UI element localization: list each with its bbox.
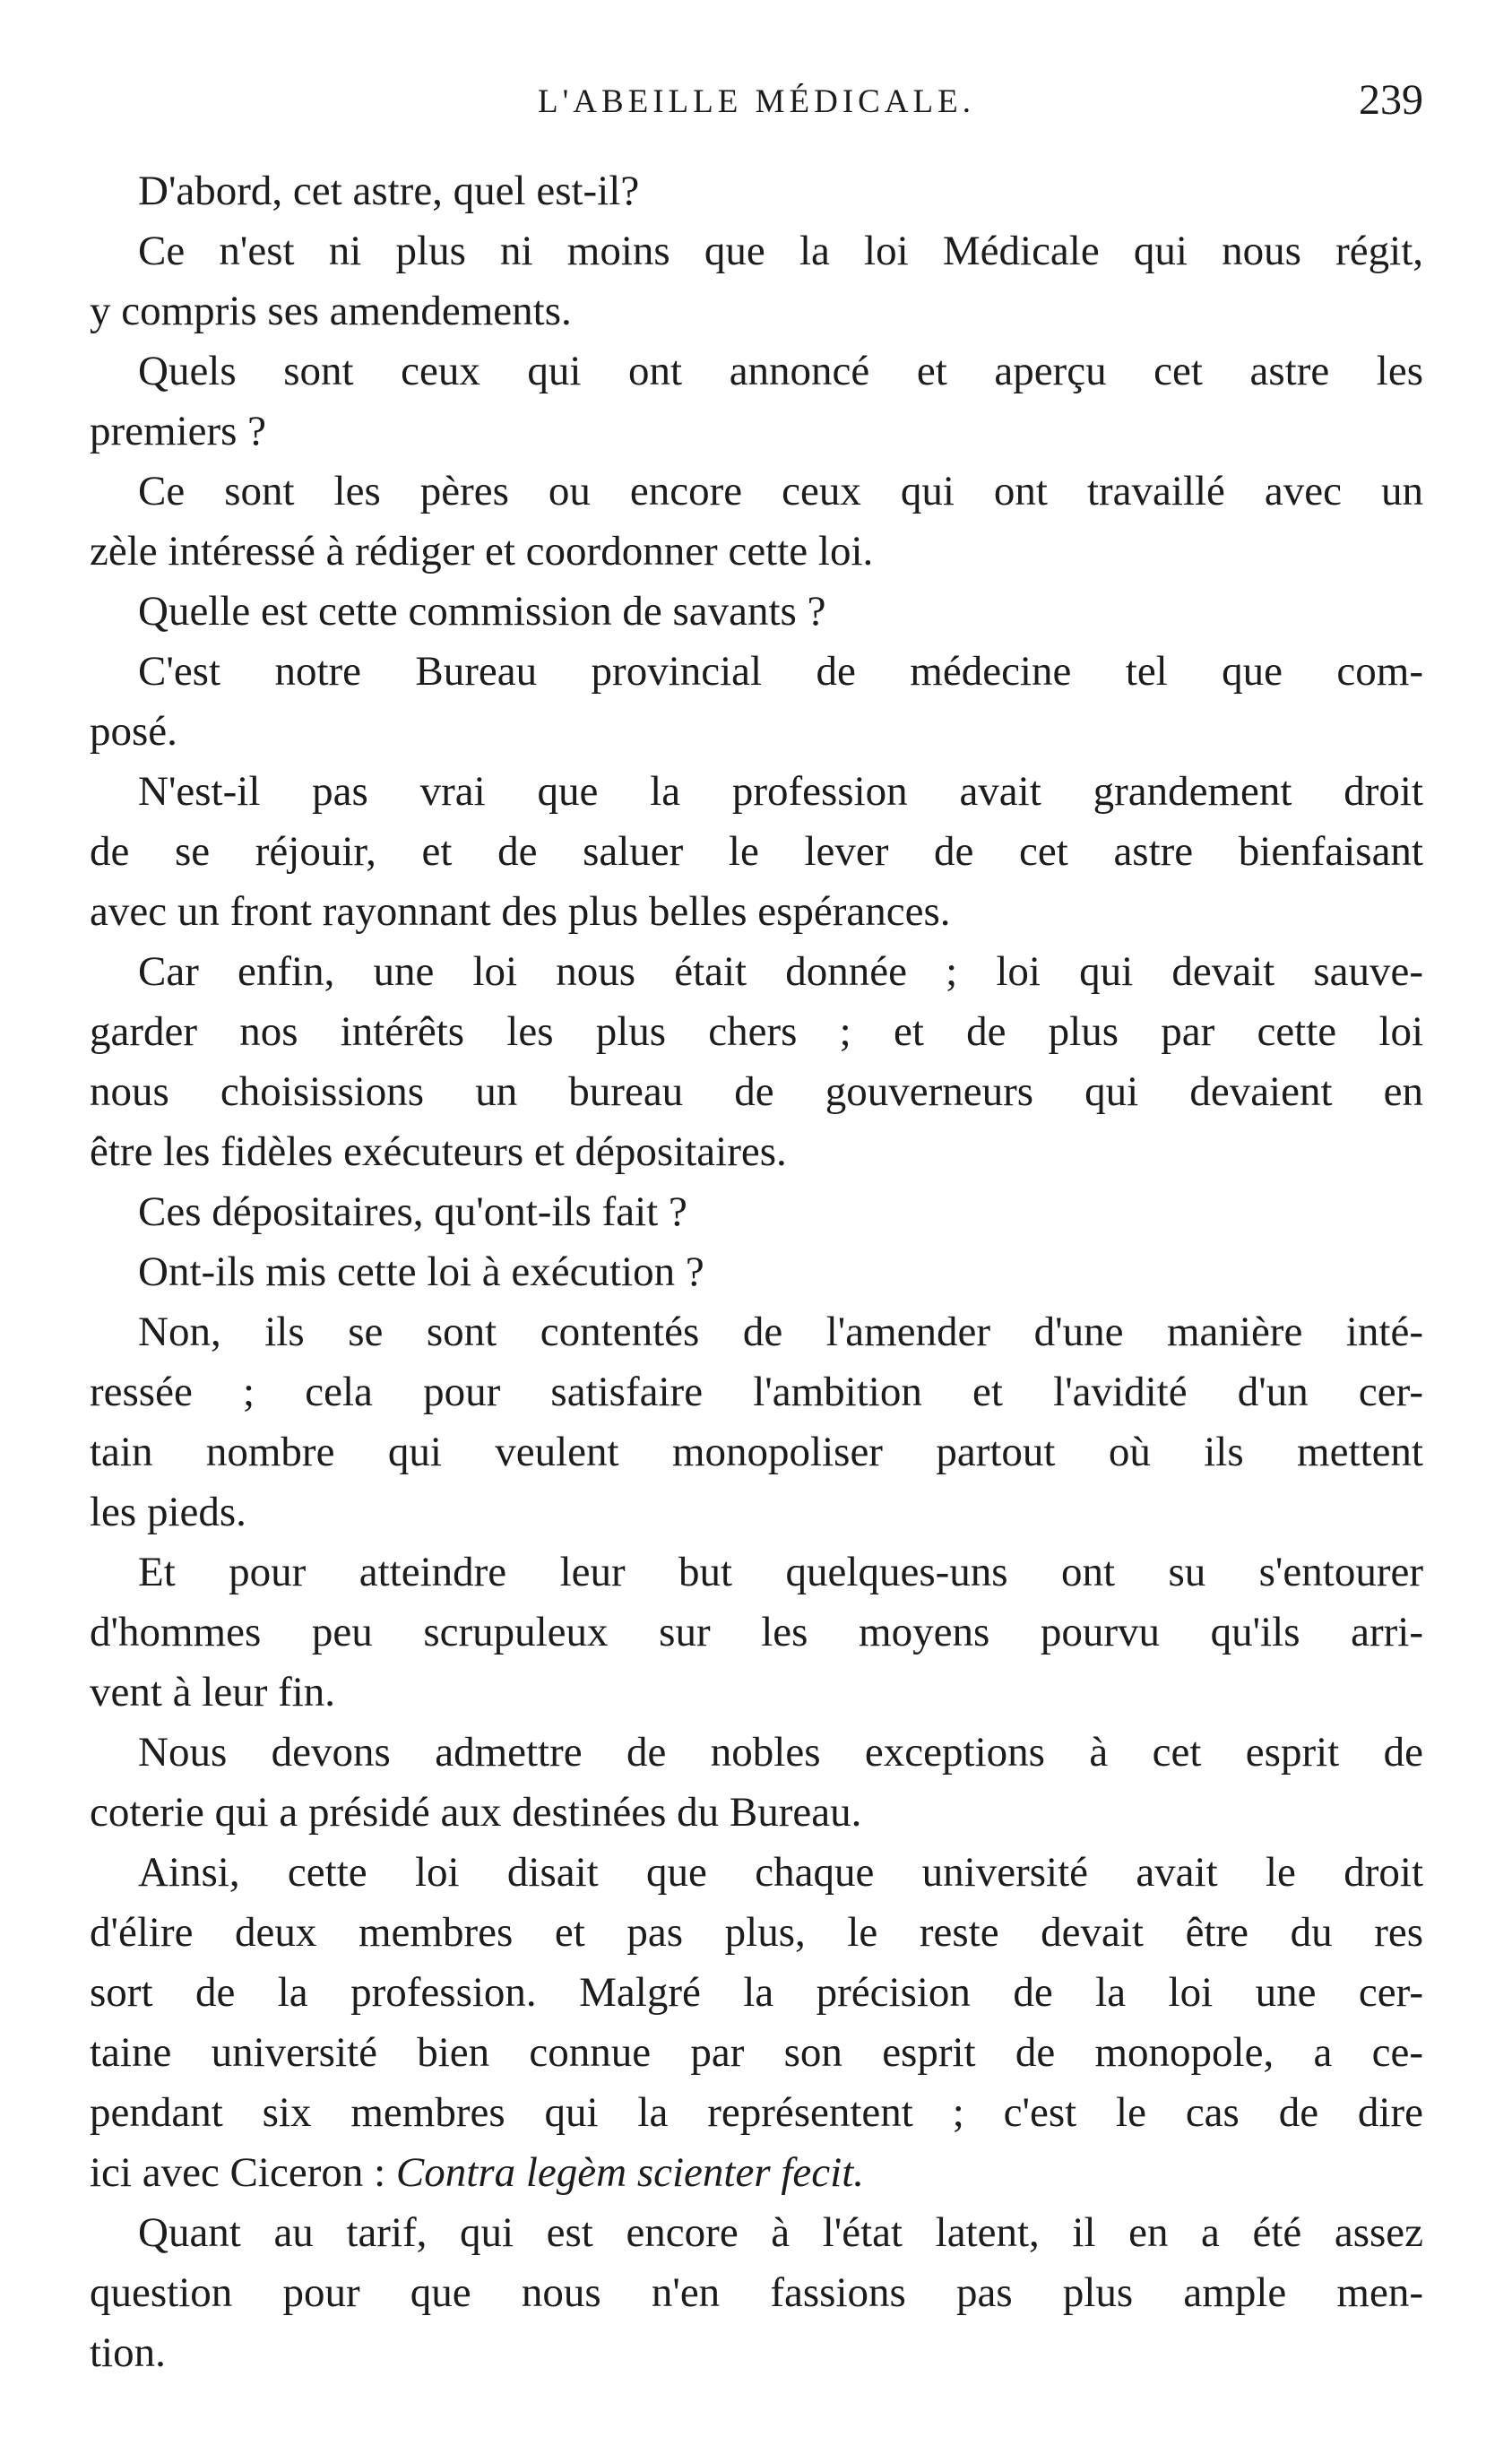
body-text [90,161,1423,2383]
line-text: Non, ils se sont contentés de l'amender d'une manière inté- [138,1309,1423,1355]
text-line [90,2203,1423,2263]
text-line [90,2083,1423,2143]
text-line [90,762,1423,822]
line-text: sort de la profession. Malgré la précision de la loi une cer- [90,1969,1423,2016]
text-line [90,1362,1423,1422]
line-text: N'est-il pas vrai que la profession avait grandement droit [138,768,1423,815]
text-line [90,702,1423,762]
line-text: premiers ? [90,408,267,454]
line-text: y compris ses amendements. [90,288,572,334]
line-text: Ainsi, cette loi disait que chaque université avait le droit [138,1849,1423,1896]
line-text: D'abord, cet astre, quel est-il? [138,168,640,214]
line-text: être les fidèles exécuteurs et dépositaires. [90,1128,787,1175]
line-text: tain nombre qui veulent monopoliser partout où ils mettent [90,1429,1423,1475]
line-text: nous choisissions un bureau de gouverneurs qui devaient en [90,1068,1423,1115]
line-text: Quelle est cette commission de savants ? [138,588,826,635]
line-text: posé. [90,708,177,755]
line-text: Nous devons admettre de nobles exceptions à cet esprit de [138,1729,1423,1776]
text-line [90,2023,1423,2083]
text-line [90,1062,1423,1122]
line-text: question pour que nous n'en fassions pas plus ample men- [90,2269,1423,2316]
text-line [90,1182,1423,1242]
line-text: Ces dépositaires, qu'ont-ils fait ? [138,1188,687,1235]
line-text: tion. [90,2329,166,2376]
text-line [90,1783,1423,1843]
page-number: 239 [1359,76,1423,124]
line-text: C'est notre Bureau provincial de médecine tel que com- [138,648,1423,695]
text-line [90,462,1423,522]
line-text: Quant au tarif, qui est encore à l'état latent, il en a été assez [138,2209,1423,2256]
line-text: Et pour atteindre leur but quelques-uns ont su s'entourer [138,1549,1423,1595]
text-line [90,942,1423,1002]
text-line [90,1603,1423,1663]
text-line [90,1663,1423,1723]
text-line [90,161,1423,221]
text-line [90,1422,1423,1482]
line-text: d'élire deux membres et pas plus, le reste devait être du res [90,1909,1423,1956]
text-line [90,2323,1423,2383]
text-line [90,221,1423,281]
text-line [90,822,1423,882]
line-text: taine université bien connue par son esprit de monopole, a ce- [90,2029,1423,2076]
text-line [90,402,1423,462]
text-line [90,882,1423,942]
text-line [90,1002,1423,1062]
line-text: d'hommes peu scrupuleux sur les moyens pourvu qu'ils arri- [90,1609,1423,1655]
text-line [90,341,1423,402]
line-text: avec un front rayonnant des plus belles espérances. [90,888,951,935]
line-text: zèle intéressé à rédiger et coordonner cette loi. [90,528,874,575]
line-text: garder nos intérêts les plus chers ; et de plus par cette loi [90,1008,1423,1055]
text-line [90,1843,1423,1903]
text-line [90,1242,1423,1302]
running-title: L'ABEILLE MÉDICALE. [537,83,976,120]
text-line [90,1723,1423,1783]
text-line [90,1903,1423,1963]
line-text: Ce sont les pères ou encore ceux qui ont travaillé avec un [138,468,1423,514]
text-line [90,642,1423,702]
line-text: ici avec Ciceron : [90,2149,396,2196]
text-line [90,1963,1423,2023]
text-line [90,1122,1423,1182]
line-text: Ce n'est ni plus ni moins que la loi Médicale qui nous régit, [138,228,1423,274]
text-line [90,582,1423,642]
line-text: Quels sont ceux qui ont annoncé et aperçu cet astre les [138,348,1423,394]
italic-quote: Contra legèm scienter fecit. [395,2149,865,2196]
line-text: Car enfin, une loi nous était donnée ; loi qui devait sauve- [138,948,1423,995]
line-text: vent à leur fin. [90,1669,336,1715]
line-text: pendant six membres qui la représentent ; c'est le cas de dire [90,2089,1423,2136]
text-line [90,1302,1423,1362]
text-line [90,1542,1423,1603]
line-text: de se réjouir, et de saluer le lever de cet astre bienfaisant [90,828,1423,875]
text-line [90,2143,1423,2203]
text-line [90,1482,1423,1542]
text-line [90,2263,1423,2323]
line-text: coterie qui a présidé aux destinées du Bureau. [90,1789,862,1836]
line-text: Ont-ils mis cette loi à exécution ? [138,1249,704,1295]
text-line [90,522,1423,582]
text-line [90,281,1423,341]
line-text: ressée ; cela pour satisfaire l'ambition et l'avidité d'un cer- [90,1369,1423,1415]
line-text: les pieds. [90,1489,246,1535]
running-head [90,75,1423,138]
